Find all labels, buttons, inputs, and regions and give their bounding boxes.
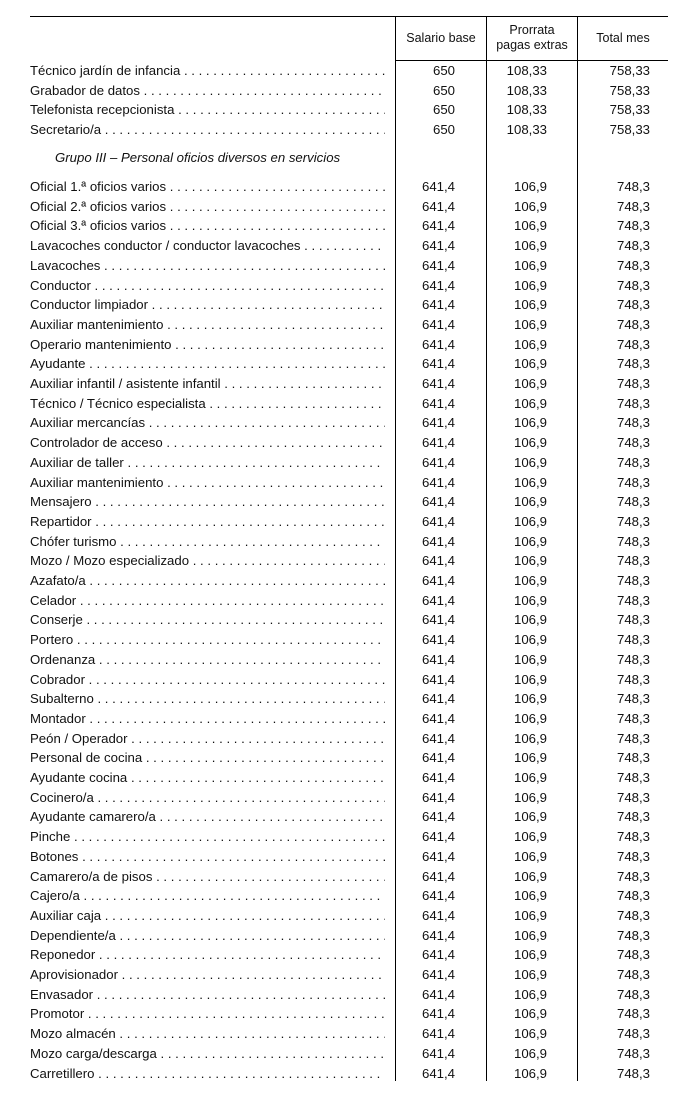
row-salario-base: 641,4 (421, 1065, 455, 1081)
row-prorrata: 106,9 (513, 947, 547, 963)
table-row (30, 256, 650, 276)
table-row (30, 394, 650, 414)
row-name: Camarero/a de pisos . . . (30, 867, 385, 887)
row-name: Mozo carga/descarga . . . (30, 1044, 385, 1064)
row-prorrata: 106,9 (513, 671, 547, 687)
row-name: Promotor . . . (30, 1004, 385, 1024)
table-row (30, 120, 650, 140)
row-name: Cocinero/a . . . (30, 788, 385, 808)
table-row (30, 473, 650, 493)
row-salario-base: 641,4 (421, 848, 455, 864)
row-salario-base: 641,4 (421, 888, 455, 904)
row-total-mes: 748,3 (616, 376, 650, 391)
row-prorrata: 106,9 (513, 553, 547, 569)
row-total-mes: 748,3 (616, 671, 650, 687)
row-salario-base: 641,4 (421, 789, 455, 805)
row-prorrata: 106,9 (513, 257, 547, 273)
row-salario-base: 641,4 (421, 474, 455, 490)
row-salario-base: 641,4 (421, 947, 455, 963)
row-total-mes: 748,3 (616, 1045, 650, 1061)
table-row (30, 650, 650, 670)
row-salario-base: 641,4 (421, 1045, 455, 1061)
row-prorrata: 106,9 (513, 809, 547, 825)
row-prorrata: 106,9 (513, 336, 547, 352)
row-total-mes: 748,3 (616, 986, 650, 1002)
row-prorrata: 106,9 (513, 415, 547, 431)
row-salario-base: 641,4 (421, 986, 455, 1002)
table-row (30, 197, 650, 217)
row-prorrata: 106,9 (513, 710, 547, 726)
table-row (30, 670, 650, 690)
row-prorrata: 106,9 (513, 907, 547, 923)
row-salario-base: 641,4 (421, 494, 455, 510)
row-prorrata: 106,9 (513, 986, 547, 1002)
table-row (30, 729, 650, 749)
table-row (30, 867, 650, 887)
row-total-mes: 748,3 (616, 829, 650, 845)
row-salario-base: 641,4 (421, 829, 455, 845)
row-prorrata: 106,9 (513, 632, 547, 648)
row-prorrata: 106,9 (513, 198, 547, 214)
row-prorrata: 106,9 (513, 848, 547, 864)
row-name: Dependiente/a . . . (30, 926, 385, 946)
row-total-mes: 748,3 (616, 454, 650, 470)
row-total-mes: 758,33 (609, 102, 650, 118)
row-name: Cobrador . . . (30, 670, 385, 690)
row-prorrata: 108,33 (506, 102, 547, 118)
row-total-mes: 748,3 (616, 297, 650, 313)
row-prorrata: 106,9 (513, 179, 547, 194)
row-name: Técnico jardín de infancia . . . (30, 61, 385, 81)
row-salario-base: 641,4 (421, 376, 455, 391)
row-name: Ordenanza . . . (30, 650, 385, 670)
row-salario-base: 641,4 (421, 454, 455, 470)
header-prorrata (487, 16, 577, 60)
table-row (30, 1044, 650, 1064)
row-name: Peón / Operador . . . (30, 729, 385, 749)
row-prorrata: 106,9 (513, 651, 547, 667)
row-salario-base: 641,4 (421, 316, 455, 332)
row-total-mes: 748,3 (616, 198, 650, 214)
row-total-mes: 748,3 (616, 277, 650, 293)
table-row (30, 61, 650, 81)
row-salario-base: 641,4 (421, 179, 455, 194)
row-name: Auxiliar mantenimiento . . . (30, 473, 385, 493)
row-prorrata: 106,9 (513, 967, 547, 982)
row-name: Mensajero . . . (30, 492, 385, 512)
table-row (30, 100, 650, 120)
row-prorrata: 108,33 (506, 122, 547, 138)
row-salario-base: 641,4 (421, 691, 455, 707)
row-prorrata: 106,9 (513, 494, 547, 510)
header-total-mes: Total mes (596, 30, 650, 45)
row-total-mes: 748,3 (616, 395, 650, 411)
row-prorrata: 106,9 (513, 750, 547, 766)
table-row (30, 807, 650, 827)
row-prorrata: 106,9 (513, 435, 547, 451)
row-salario-base: 641,4 (421, 770, 455, 785)
row-prorrata: 106,9 (513, 829, 547, 845)
table-row (30, 433, 650, 453)
row-total-mes: 748,3 (616, 789, 650, 805)
row-total-mes: 748,3 (616, 848, 650, 864)
row-total-mes: 748,3 (616, 179, 650, 194)
row-salario-base: 641,4 (421, 395, 455, 411)
row-total-mes: 748,3 (616, 691, 650, 707)
row-name: Auxiliar mercancías . . . (30, 413, 385, 433)
table-row (30, 965, 650, 985)
row-total-mes: 748,3 (616, 573, 650, 588)
row-total-mes: 748,3 (616, 651, 650, 667)
row-total-mes: 748,3 (616, 770, 650, 785)
row-total-mes: 748,3 (616, 474, 650, 490)
row-total-mes: 748,3 (616, 730, 650, 746)
row-total-mes: 748,3 (616, 1065, 650, 1081)
row-name: Secretario/a . . . (30, 120, 385, 140)
table-row (30, 295, 650, 315)
row-total-mes: 748,3 (616, 533, 650, 549)
row-prorrata: 106,9 (513, 1026, 547, 1042)
row-prorrata: 106,9 (513, 454, 547, 470)
row-total-mes: 748,3 (616, 592, 650, 608)
row-salario-base: 641,4 (421, 750, 455, 766)
table-row (30, 748, 650, 768)
row-salario-base: 641,4 (421, 553, 455, 569)
row-name: Operario mantenimiento . . . (30, 335, 385, 355)
row-total-mes: 748,3 (616, 336, 650, 352)
table-row (30, 788, 650, 808)
row-name: Montador . . . (30, 709, 385, 729)
row-total-mes: 748,3 (616, 218, 650, 234)
row-name: Reponedor . . . (30, 945, 385, 965)
group-iii-title: Grupo III – Personal oficios diversos en servicios (55, 150, 341, 165)
row-prorrata: 106,9 (513, 868, 547, 884)
row-total-mes: 748,3 (616, 1006, 650, 1022)
row-name: Pinche . . . (30, 827, 385, 847)
row-name: Oficial 2.ª oficios varios . . . (30, 197, 385, 217)
row-name: Ayudante . . . (30, 354, 385, 374)
row-prorrata: 106,9 (513, 927, 547, 943)
row-name: Auxiliar de taller . . . (30, 453, 385, 473)
row-salario-base: 641,4 (421, 277, 455, 293)
row-total-mes: 748,3 (616, 632, 650, 648)
table-row (30, 177, 650, 197)
row-name: Mozo almacén . . . (30, 1024, 385, 1044)
table-row (30, 571, 650, 591)
row-name: Ayudante cocina . . . (30, 768, 385, 788)
table-row (30, 335, 650, 355)
row-salario-base: 641,4 (421, 927, 455, 943)
table-row (30, 1064, 650, 1084)
row-total-mes: 748,3 (616, 553, 650, 569)
row-total-mes: 748,3 (616, 316, 650, 332)
row-salario-base: 641,4 (421, 415, 455, 431)
row-salario-base: 641,4 (421, 632, 455, 648)
row-name: Auxiliar mantenimiento . . . (30, 315, 385, 335)
row-prorrata: 106,9 (513, 356, 547, 372)
table-row (30, 512, 650, 532)
row-name: Ayudante camarero/a . . . (30, 807, 385, 827)
row-prorrata: 106,9 (513, 1006, 547, 1022)
row-total-mes: 748,3 (616, 513, 650, 529)
row-salario-base: 641,4 (421, 356, 455, 372)
row-name: Conductor . . . (30, 276, 385, 296)
row-prorrata: 106,9 (513, 1045, 547, 1061)
row-total-mes: 748,3 (616, 356, 650, 372)
table-row (30, 827, 650, 847)
row-prorrata: 106,9 (513, 730, 547, 746)
row-salario-base: 641,4 (421, 435, 455, 451)
row-prorrata: 106,9 (513, 376, 547, 391)
table-row (30, 216, 650, 236)
table-row (30, 551, 650, 571)
row-salario-base: 641,4 (421, 513, 455, 529)
row-prorrata: 106,9 (513, 395, 547, 411)
row-salario-base: 641,4 (421, 573, 455, 588)
table-row (30, 630, 650, 650)
row-total-mes: 758,33 (609, 122, 650, 138)
row-prorrata: 106,9 (513, 474, 547, 490)
table-row (30, 492, 650, 512)
row-prorrata: 106,9 (513, 218, 547, 234)
row-total-mes: 748,3 (616, 257, 650, 273)
row-name: Oficial 1.ª oficios varios . . . (30, 177, 385, 197)
table-row (30, 847, 650, 867)
table-row (30, 945, 650, 965)
row-total-mes: 748,3 (616, 238, 650, 254)
header-prorrata-label: Prorrata pagas extras (496, 23, 568, 52)
row-salario-base: 641,4 (421, 198, 455, 214)
row-salario-base: 641,4 (421, 1026, 455, 1042)
row-prorrata: 106,9 (513, 691, 547, 707)
row-prorrata: 106,9 (513, 316, 547, 332)
table-row (30, 453, 650, 473)
row-total-mes: 748,3 (616, 809, 650, 825)
row-prorrata: 106,9 (513, 297, 547, 313)
row-prorrata: 106,9 (513, 770, 547, 785)
row-salario-base: 641,4 (421, 257, 455, 273)
row-total-mes: 748,3 (616, 927, 650, 943)
row-name: Chófer turismo . . . (30, 532, 385, 552)
row-salario-base: 641,4 (421, 1006, 455, 1022)
row-name: Auxiliar caja . . . (30, 906, 385, 926)
row-prorrata: 106,9 (513, 612, 547, 628)
row-prorrata: 106,9 (513, 888, 547, 904)
table-row (30, 906, 650, 926)
row-salario-base: 641,4 (421, 967, 455, 982)
row-name: Portero . . . (30, 630, 385, 650)
row-total-mes: 748,3 (616, 494, 650, 510)
row-prorrata: 106,9 (513, 592, 547, 608)
row-total-mes: 748,3 (616, 435, 650, 451)
row-salario-base: 650 (432, 63, 455, 78)
row-name: Grabador de datos . . . (30, 81, 385, 101)
row-total-mes: 748,3 (616, 612, 650, 628)
row-salario-base: 650 (432, 122, 455, 138)
table-row (30, 768, 650, 788)
table-row (30, 1004, 650, 1024)
row-name: Repartidor . . . (30, 512, 385, 532)
row-name: Mozo / Mozo especializado . . . (30, 551, 385, 571)
row-salario-base: 650 (432, 102, 455, 118)
row-name: Personal de cocina . . . (30, 748, 385, 768)
row-name: Lavacoches conductor / conductor lavacoches . . . (30, 236, 385, 256)
row-name: Conserje . . . (30, 610, 385, 630)
row-total-mes: 748,3 (616, 750, 650, 766)
table-row (30, 354, 650, 374)
row-total-mes: 748,3 (616, 907, 650, 923)
row-total-mes: 748,3 (616, 710, 650, 726)
row-prorrata: 108,33 (506, 82, 547, 98)
row-salario-base: 641,4 (421, 612, 455, 628)
row-prorrata: 106,9 (513, 573, 547, 588)
row-salario-base: 641,4 (421, 297, 455, 313)
row-name: Botones . . . (30, 847, 385, 867)
row-prorrata: 106,9 (513, 533, 547, 549)
table-row (30, 886, 650, 906)
row-name: Oficial 3.ª oficios varios . . . (30, 216, 385, 236)
row-total-mes: 748,3 (616, 947, 650, 963)
row-salario-base: 641,4 (421, 651, 455, 667)
row-salario-base: 641,4 (421, 336, 455, 352)
row-name: Aprovisionador . . . (30, 965, 385, 985)
row-total-mes: 748,3 (616, 868, 650, 884)
row-name: Telefonista recepcionista . . . (30, 100, 385, 120)
row-total-mes: 748,3 (616, 1026, 650, 1042)
table-row (30, 236, 650, 256)
row-salario-base: 641,4 (421, 592, 455, 608)
row-name: Controlador de acceso . . . (30, 433, 385, 453)
row-name: Celador . . . (30, 591, 385, 611)
row-name: Subalterno . . . (30, 689, 385, 709)
row-prorrata: 106,9 (513, 789, 547, 805)
table-row (30, 276, 650, 296)
header-salario-base: Salario base (406, 30, 476, 45)
row-name: Conductor limpiador . . . (30, 295, 385, 315)
row-prorrata: 106,9 (513, 513, 547, 529)
row-name: Carretillero . . . (30, 1064, 385, 1084)
row-salario-base: 641,4 (421, 730, 455, 746)
row-total-mes: 758,33 (609, 82, 650, 98)
table-row (30, 81, 650, 101)
row-salario-base: 641,4 (421, 809, 455, 825)
row-salario-base: 650 (432, 82, 455, 98)
row-salario-base: 641,4 (421, 907, 455, 923)
table-row (30, 591, 650, 611)
table-row (30, 413, 650, 433)
row-salario-base: 641,4 (421, 533, 455, 549)
row-salario-base: 641,4 (421, 238, 455, 254)
table-row (30, 374, 650, 394)
table-row (30, 610, 650, 630)
table-row (30, 926, 650, 946)
row-name: Lavacoches . . . (30, 256, 385, 276)
row-prorrata: 106,9 (513, 1065, 547, 1081)
row-salario-base: 641,4 (421, 710, 455, 726)
row-total-mes: 748,3 (616, 415, 650, 431)
row-name: Auxiliar infantil / asistente infantil . . . (30, 374, 385, 394)
row-total-mes: 748,3 (616, 967, 650, 982)
row-salario-base: 641,4 (421, 868, 455, 884)
row-name: Azafato/a . . . (30, 571, 385, 591)
row-name: Cajero/a . . . (30, 886, 385, 906)
row-salario-base: 641,4 (421, 671, 455, 687)
row-name: Envasador . . . (30, 985, 385, 1005)
table-row (30, 1024, 650, 1044)
row-prorrata: 108,33 (506, 63, 547, 78)
table-row (30, 985, 650, 1005)
row-prorrata: 106,9 (513, 277, 547, 293)
row-salario-base: 641,4 (421, 218, 455, 234)
table-row (30, 709, 650, 729)
row-prorrata: 106,9 (513, 238, 547, 254)
row-total-mes: 748,3 (616, 888, 650, 904)
table-row (30, 689, 650, 709)
table-row (30, 315, 650, 335)
row-total-mes: 758,33 (609, 63, 650, 78)
row-name: Técnico / Técnico especialista . . . (30, 394, 385, 414)
table-row (30, 532, 650, 552)
